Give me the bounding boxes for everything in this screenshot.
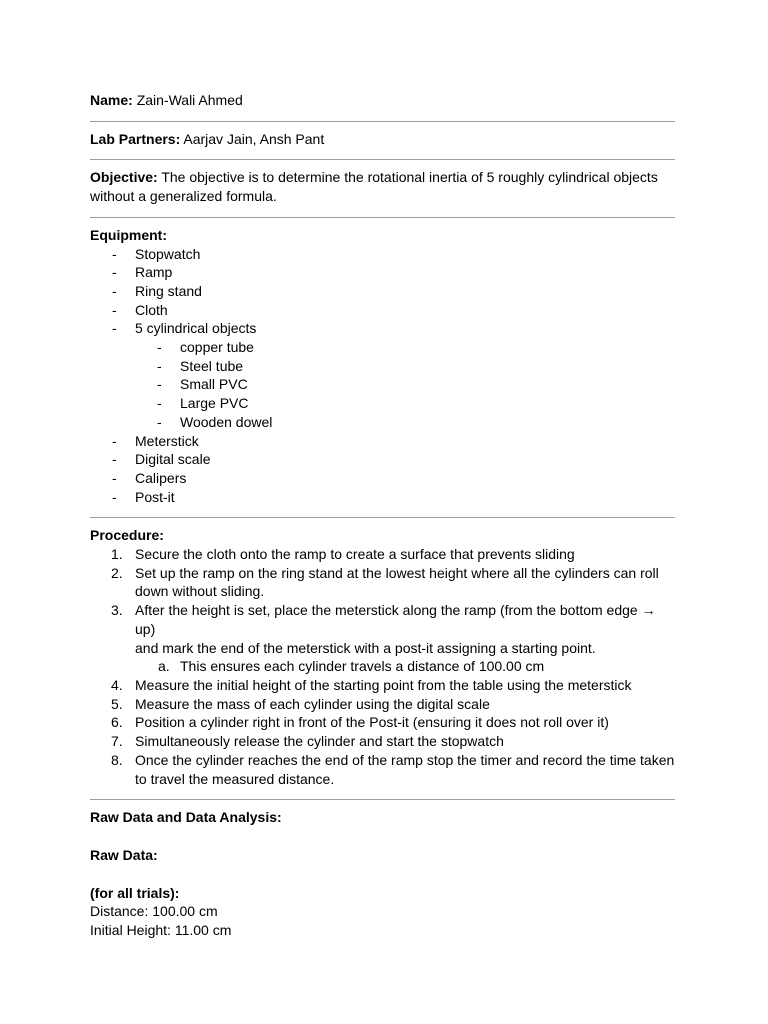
divider xyxy=(90,517,675,518)
objective-label: Objective: xyxy=(90,169,158,186)
lab-partners-line xyxy=(90,130,675,149)
cylinder-item: - Wooden dowel xyxy=(157,413,273,430)
lab-report-page xyxy=(90,91,675,940)
procedure-step: 4. Measure the initial height of the starting point from the table using the meterstick xyxy=(111,676,632,693)
name-label: Name: xyxy=(90,92,133,108)
divider xyxy=(90,121,675,122)
equipment-item: - Ramp xyxy=(112,264,173,281)
objective-text-1: The objective is to determine the rotational inertia of 5 roughly cylindrical objects xyxy=(161,169,658,186)
procedure-step: 3. After the height is set, place the meterstick along the ramp (from the bottom edge → up) and mark the end of the meterstick with a post-it assigning a starting point. xyxy=(111,602,656,656)
equipment-item: - Cloth xyxy=(112,301,168,318)
procedure-heading: Procedure: xyxy=(90,527,164,544)
name-value: Zain-Wali Ahmed xyxy=(136,92,243,108)
equipment-item: - Meterstick xyxy=(112,432,199,449)
equipment-item: - Stopwatch xyxy=(112,245,201,262)
lab-partners-label: Lab Partners: xyxy=(90,130,181,147)
equipment-item: - Post-it xyxy=(112,488,175,505)
divider xyxy=(90,799,675,800)
divider xyxy=(90,159,675,160)
lab-partners-value: Aarjav Jain, Ansh Pant xyxy=(183,130,325,147)
procedure-step: 6. Position a cylinder right in front of the Post-it (ensuring it does not roll over it) xyxy=(111,714,609,731)
objective-line-1 xyxy=(90,168,675,187)
objective-line-2: without a generalized formula. xyxy=(90,188,277,205)
procedure-list xyxy=(90,545,675,788)
name-line xyxy=(90,91,675,110)
equipment-heading: Equipment: xyxy=(90,226,167,243)
procedure-step: 8. Once the cylinder reaches the end of the ramp stop the timer and record the time taken to travel the measured distance. xyxy=(111,751,675,787)
initial-height-value: Initial Height: 11.00 cm xyxy=(90,922,232,939)
procedure-step: 2. Set up the ramp on the ring stand at the lowest height where all the cylinders can roll down without sliding. xyxy=(111,564,659,600)
procedure-step: 7. Simultaneously release the cylinder and start the stopwatch xyxy=(111,733,504,750)
equipment-list xyxy=(90,245,675,507)
divider xyxy=(90,217,675,218)
cylinder-item: - copper tube xyxy=(157,339,254,356)
equipment-item: - Ring stand xyxy=(112,282,202,299)
all-trials-heading: (for all trials): xyxy=(90,884,180,901)
procedure-step: 5. Measure the mass of each cylinder using the digital scale xyxy=(111,695,490,712)
distance-value: Distance: 100.00 cm xyxy=(90,903,218,920)
raw-data-heading: Raw Data: xyxy=(90,846,158,863)
equipment-item: - Calipers xyxy=(112,469,187,486)
cylinder-item: - Small PVC xyxy=(157,376,248,393)
raw-data-analysis-heading: Raw Data and Data Analysis: xyxy=(90,809,282,826)
procedure-substep: a. This ensures each cylinder travels a distance of 100.00 cm xyxy=(158,658,545,675)
procedure-step: 1. Secure the cloth onto the ramp to create a surface that prevents sliding xyxy=(111,546,575,563)
equipment-item: - 5 cylindrical objects xyxy=(112,320,257,337)
equipment-item: - Digital scale xyxy=(112,451,211,468)
cylinder-item: - Steel tube xyxy=(157,357,244,374)
cylinder-item: - Large PVC xyxy=(157,395,249,412)
